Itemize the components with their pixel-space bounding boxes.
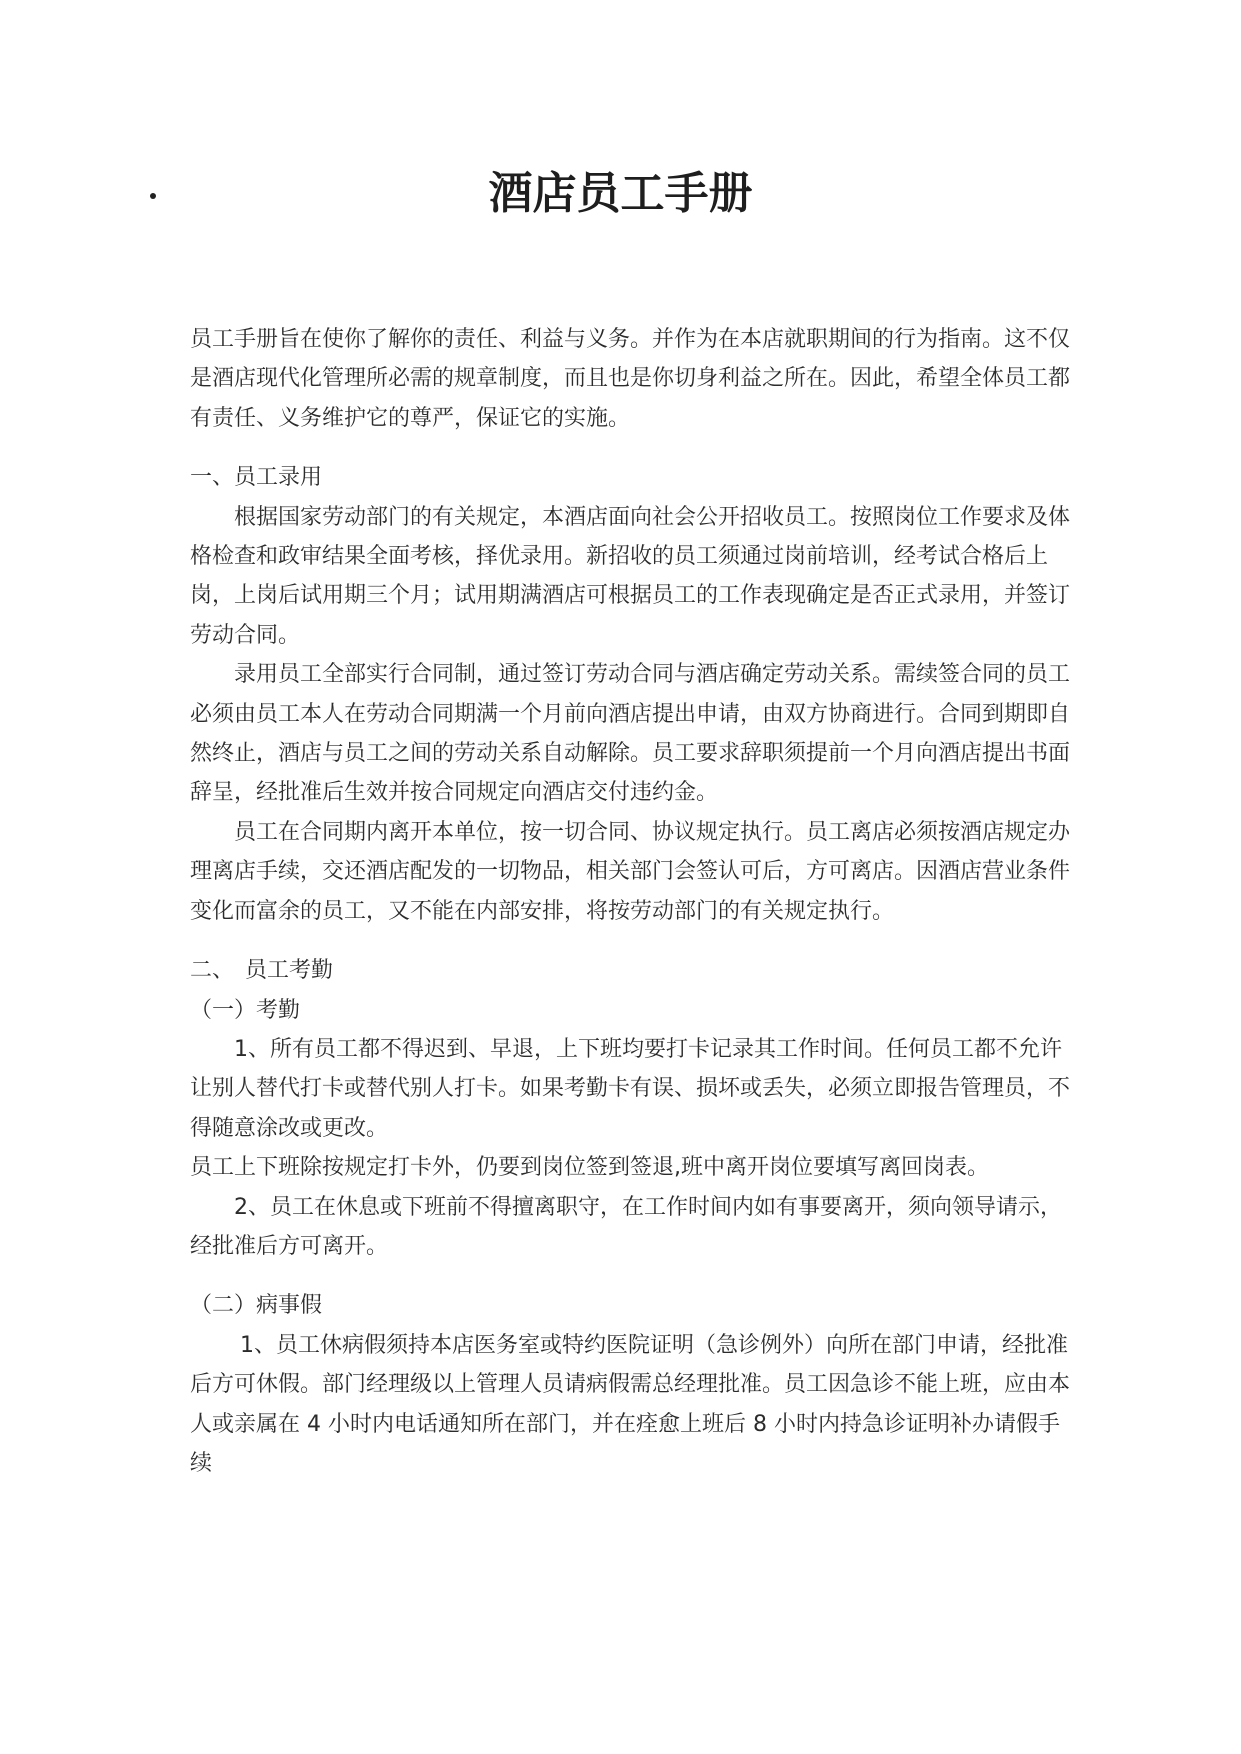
section-1-heading: 一、员工录用 bbox=[190, 465, 323, 491]
subsection-leave-heading: （二）病事假 bbox=[190, 1293, 323, 1319]
intro-paragraph: 员工手册旨在使你了解你的责任、利益与义务。并作为在本店就职期间的行为指南。这不仅是酒店现代化管理所必需的规章制度，而且也是你切身利益之所在。因此，希望全体员工都有责任、义务维护它的尊严，保证它的实施。 bbox=[190, 327, 1071, 431]
subsection-attendance-heading: （一）考勤 bbox=[190, 997, 301, 1023]
leave-paragraph-1: 1、员工休病假须持本店医务室或特约医院证明（急诊例外）向所在部门申请，经批准后方可休假。部门经理级以上管理人员请病假需总经理批准。员工因急诊不能上班，应由本人或亲属在 4 小时内电话通知所在部门，并在痊愈上班后 8 小时内持急诊证明补办请假手续 bbox=[190, 1332, 1071, 1476]
document-title: 酒店员工手册 bbox=[488, 168, 753, 219]
document-body bbox=[190, 320, 1070, 1483]
section-2-heading: 二、 员工考勤 bbox=[190, 958, 334, 984]
section-1-paragraph-1: 根据国家劳动部门的有关规定，本酒店面向社会公开招收员工。按照岗位工作要求及体格检查和政审结果全面考核，择优录用。新招收的员工须通过岗前培训，经考试合格后上岗，上岗后试用期三个月；试用期满酒店可根据员工的工作表现确定是否正式录用，并签订劳动合同。 bbox=[190, 504, 1071, 648]
section-1-paragraph-2: 录用员工全部实行合同制，通过签订劳动合同与酒店确定劳动关系。需续签合同的员工必须由员工本人在劳动合同期满一个月前向酒店提出申请，由双方协商进行。合同到期即自然终止，酒店与员工之间的劳动关系自动解除。员工要求辞职须提前一个月向酒店提出书面辞呈，经批准后生效并按合同规定向酒店交付违约金。 bbox=[190, 662, 1071, 806]
attendance-paragraph-3: 2、员工在休息或下班前不得擅离职守，在工作时间内如有事要离开，须向领导请示，经批准后方可离开。 bbox=[190, 1194, 1062, 1259]
attendance-paragraph-1: 1、所有员工都不得迟到、早退，上下班均要打卡记录其工作时间。任何员工都不允许让别人替代打卡或替代别人打卡。如果考勤卡有误、损坏或丢失，必须立即报告管理员，不得随意涂改或更改。 bbox=[190, 1036, 1071, 1141]
section-1-paragraph-3: 员工在合同期内离开本单位，按一切合同、协议规定执行。员工离店必须按酒店规定办理离店手续，交还酒店配发的一切物品，相关部门会签认可后，方可离店。因酒店营业条件变化而富余的员工，又不能在内部安排，将按劳动部门的有关规定执行。 bbox=[190, 819, 1071, 924]
attendance-paragraph-2: 员工上下班除按规定打卡外，仍要到岗位签到签退,班中离开岗位要填写离回岗表。 bbox=[190, 1155, 989, 1181]
